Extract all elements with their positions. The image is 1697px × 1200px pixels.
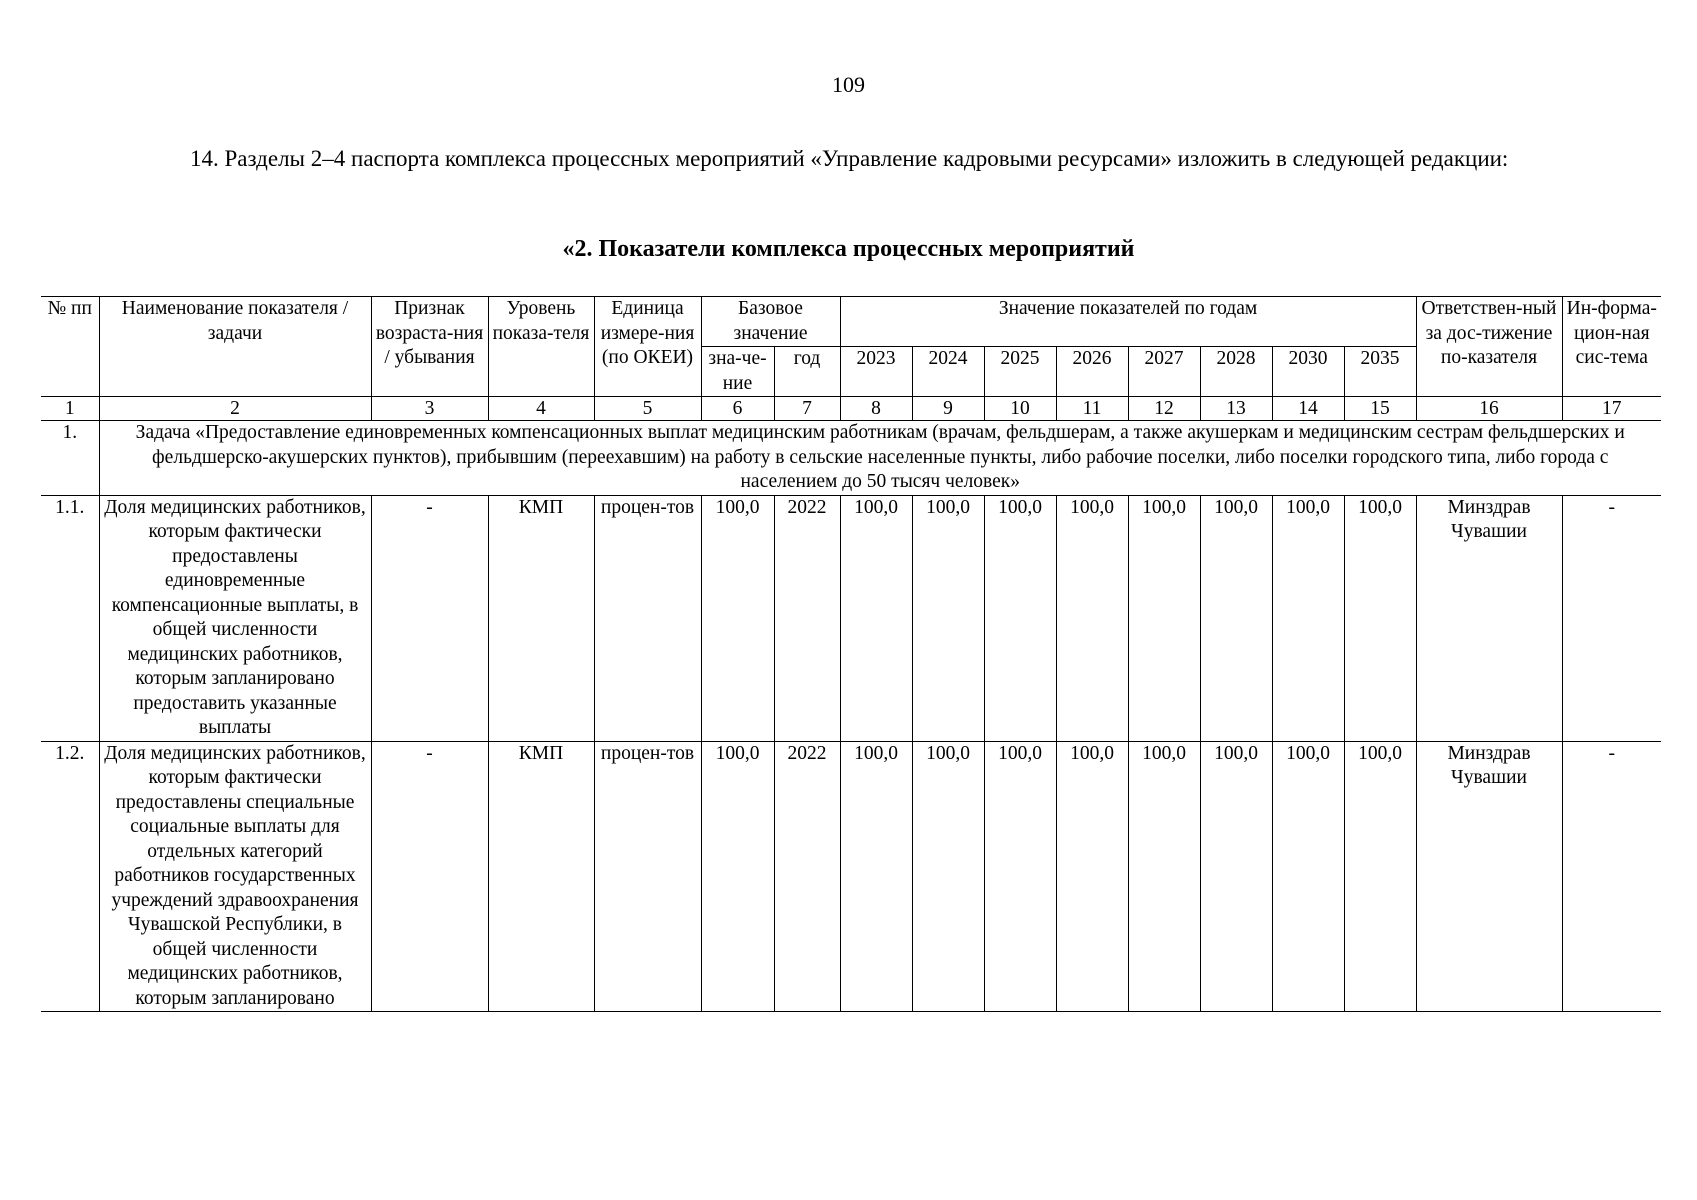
column-number: 13 — [1200, 397, 1272, 421]
trend-cell: - — [371, 495, 488, 741]
indicator-name: Доля медицинских работников, которым фактически предоставлены единовременные компенсационные выплаты, в общей численности медицинских работников, которым запланировано предоставить указанные выплаты — [99, 495, 371, 741]
header-info-system: Ин-форма-цион-ная сис-тема — [1562, 297, 1661, 397]
year-value-cell: 100,0 — [912, 741, 984, 1012]
column-number: 15 — [1344, 397, 1416, 421]
column-number: 16 — [1416, 397, 1562, 421]
column-number: 5 — [594, 397, 701, 421]
column-number: 10 — [984, 397, 1056, 421]
row-number: 1.1. — [41, 495, 99, 741]
year-value-cell: 100,0 — [1056, 741, 1128, 1012]
year-value-cell: 100,0 — [1344, 741, 1416, 1012]
year-value-cell: 100,0 — [840, 741, 912, 1012]
header-level: Уровень показа-теля — [488, 297, 594, 397]
trend-cell: - — [371, 741, 488, 1012]
header-unit: Единица измере-ния (по ОКЕИ) — [594, 297, 701, 397]
level-cell: КМП — [488, 741, 594, 1012]
year-value-cell: 100,0 — [1128, 741, 1200, 1012]
responsible-cell: Минздрав Чувашии — [1416, 741, 1562, 1012]
header-year: 2027 — [1128, 347, 1200, 397]
header-base-year: год — [774, 347, 840, 397]
year-value-cell: 100,0 — [840, 495, 912, 741]
column-number: 12 — [1128, 397, 1200, 421]
header-year: 2023 — [840, 347, 912, 397]
header-base: Базовое значение — [701, 297, 840, 347]
year-value-cell: 100,0 — [1128, 495, 1200, 741]
responsible-cell: Минздрав Чувашии — [1416, 495, 1562, 741]
header-year: 2025 — [984, 347, 1056, 397]
year-value-cell: 100,0 — [1056, 495, 1128, 741]
column-number: 14 — [1272, 397, 1344, 421]
header-year: 2028 — [1200, 347, 1272, 397]
header-num: № пп — [41, 297, 99, 397]
header-responsible: Ответствен-ный за дос-тижение по-казателя — [1416, 297, 1562, 397]
header-trend: Признак возраста-ния / убывания — [371, 297, 488, 397]
column-number: 9 — [912, 397, 984, 421]
column-number: 6 — [701, 397, 774, 421]
year-value-cell: 100,0 — [1200, 741, 1272, 1012]
column-number: 11 — [1056, 397, 1128, 421]
header-years-group: Значение показателей по годам — [840, 297, 1416, 347]
year-value-cell: 100,0 — [1200, 495, 1272, 741]
row-number: 1.2. — [41, 741, 99, 1012]
section-title: «2. Показатели комплекса процессных мероприятий — [562, 236, 1135, 262]
base-year-cell: 2022 — [774, 495, 840, 741]
year-value-cell: 100,0 — [984, 495, 1056, 741]
indicators-table — [41, 296, 1661, 1012]
year-value-cell: 100,0 — [984, 741, 1056, 1012]
column-number: 3 — [371, 397, 488, 421]
level-cell: КМП — [488, 495, 594, 741]
header-year: 2030 — [1272, 347, 1344, 397]
header-name: Наименование показателя / задачи — [99, 297, 371, 397]
year-value-cell: 100,0 — [1344, 495, 1416, 741]
table-row — [41, 741, 1661, 1012]
header-base-value: зна-че-ние — [701, 347, 774, 397]
indicator-name: Доля медицинских работников, которым фактически предоставлены специальные социальные выплаты для отдельных категорий работников государственных учреждений здравоохранения Чувашской Республики, в общей численности медицинских работников, которым запланировано — [99, 741, 371, 1012]
page-number: 109 — [832, 72, 865, 97]
task-row — [41, 421, 1661, 496]
year-value-cell: 100,0 — [1272, 741, 1344, 1012]
info-system-cell: - — [1562, 741, 1661, 1012]
column-number: 8 — [840, 397, 912, 421]
year-value-cell: 100,0 — [912, 495, 984, 741]
table-row — [41, 495, 1661, 741]
base-value-cell: 100,0 — [701, 741, 774, 1012]
column-number: 1 — [41, 397, 99, 421]
info-system-cell: - — [1562, 495, 1661, 741]
base-value-cell: 100,0 — [701, 495, 774, 741]
year-value-cell: 100,0 — [1272, 495, 1344, 741]
column-number: 7 — [774, 397, 840, 421]
task-text: Задача «Предоставление единовременных компенсационных выплат медицинским работникам (врачам, фельдшерам, а также акушеркам и медицинским сестрам фельдшерских и фельдшерско-акушерских пунктов), прибывшим (переехавшим) на работу в сельские населенные пункты, либо рабочие поселки, либо поселки городского типа, либо города с населением до 50 тысяч человек» — [99, 421, 1661, 496]
header-year: 2026 — [1056, 347, 1128, 397]
task-number: 1. — [41, 421, 99, 496]
column-number: 17 — [1562, 397, 1661, 421]
column-number: 4 — [488, 397, 594, 421]
header-row-1 — [41, 297, 1661, 347]
header-year: 2024 — [912, 347, 984, 397]
intro-paragraph: 14. Разделы 2–4 паспорта комплекса процессных мероприятий «Управление кадровыми ресурсами» изложить в следующей редакции: — [190, 146, 1509, 171]
unit-cell: процен-тов — [594, 495, 701, 741]
unit-cell: процен-тов — [594, 741, 701, 1012]
header-year: 2035 — [1344, 347, 1416, 397]
column-number-row — [41, 397, 1661, 421]
base-year-cell: 2022 — [774, 741, 840, 1012]
column-number: 2 — [99, 397, 371, 421]
